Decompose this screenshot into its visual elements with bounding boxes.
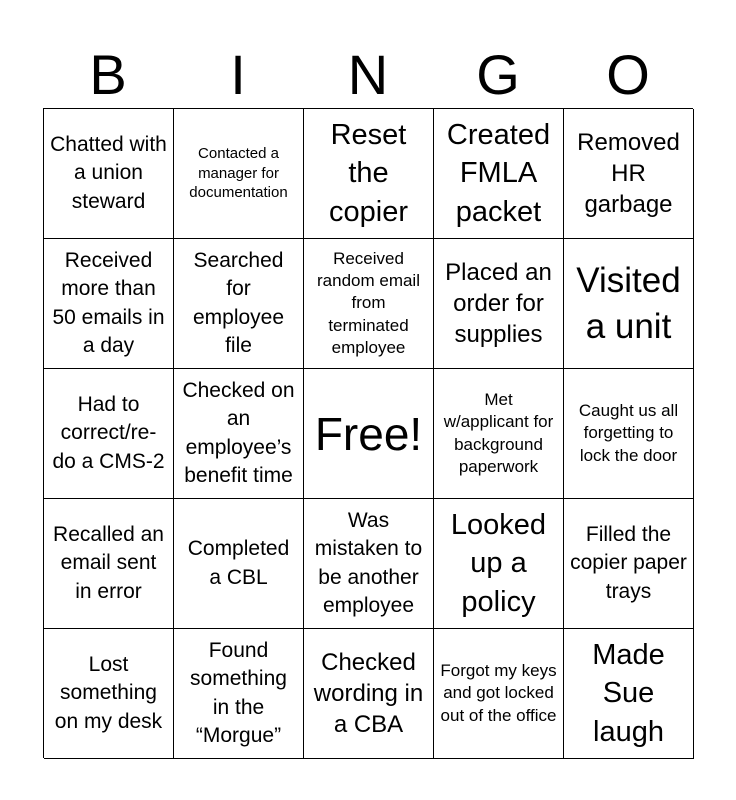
bingo-cell[interactable] xyxy=(44,239,174,369)
bingo-cell[interactable] xyxy=(434,109,564,239)
bingo-cell[interactable] xyxy=(434,239,564,369)
bingo-cell[interactable] xyxy=(174,629,304,759)
bingo-cell[interactable] xyxy=(304,629,434,759)
bingo-cell[interactable] xyxy=(434,629,564,759)
bingo-cell[interactable] xyxy=(434,369,564,499)
bingo-cell[interactable] xyxy=(304,109,434,239)
bingo-cell-text: Removed HR garbage xyxy=(577,128,680,219)
bingo-cell-text: Created FMLA packet xyxy=(446,118,551,228)
header-letter-b: B xyxy=(89,43,127,106)
bingo-cell[interactable] xyxy=(564,369,694,499)
bingo-cell-text: Made Sue laugh xyxy=(592,638,665,748)
bingo-cell[interactable] xyxy=(44,629,174,759)
bingo-cell[interactable] xyxy=(174,369,304,499)
bingo-cell[interactable] xyxy=(434,499,564,629)
bingo-cell-text: Caught us all forgetting to lock the door xyxy=(578,401,679,465)
bingo-cell-text: Completed a CBL xyxy=(187,537,290,589)
bingo-cell[interactable] xyxy=(564,109,694,239)
bingo-cell-text: Received more than 50 emails in a day xyxy=(52,248,165,357)
bingo-cell-text: Recalled an email sent in error xyxy=(53,522,164,603)
bingo-cell[interactable] xyxy=(174,499,304,629)
bingo-cell[interactable] xyxy=(174,239,304,369)
bingo-cell-text: Was mistaken to be another employee xyxy=(314,508,423,617)
bingo-cell-text: Met w/applicant for background paperwork xyxy=(443,390,554,476)
bingo-cell-text: Received random email from terminated employee xyxy=(317,249,420,357)
bingo-cell-text: Reset the copier xyxy=(329,118,408,228)
bingo-cell[interactable] xyxy=(304,239,434,369)
free-space-text: Free! xyxy=(314,407,423,460)
header-letter-i: I xyxy=(230,43,246,106)
bingo-cell-text: Checked on an employee’s benefit time xyxy=(182,378,295,487)
bingo-cell-text: Lost something on my desk xyxy=(54,652,163,733)
bingo-cell[interactable] xyxy=(304,499,434,629)
header-letter-g: G xyxy=(476,43,520,106)
bingo-cell-text: Looked up a policy xyxy=(450,508,547,618)
bingo-cell[interactable] xyxy=(174,109,304,239)
free-space-cell[interactable] xyxy=(304,369,434,499)
bingo-cell[interactable] xyxy=(564,239,694,369)
bingo-cell-text: Visited a unit xyxy=(576,261,681,346)
bingo-cell-text: Searched for employee file xyxy=(192,248,285,357)
header-letter-n: N xyxy=(347,43,389,106)
bingo-cell-text: Contacted a manager for documentation xyxy=(189,145,288,202)
bingo-cell-text: Forgot my keys and got locked out of the office xyxy=(440,661,557,725)
bingo-cell-text: Had to correct/re-do a CMS-2 xyxy=(52,392,165,473)
bingo-cell[interactable] xyxy=(564,629,694,759)
bingo-cell-text: Placed an order for supplies xyxy=(445,258,552,349)
bingo-cell[interactable] xyxy=(564,499,694,629)
bingo-cell[interactable] xyxy=(44,499,174,629)
header-letter-o: O xyxy=(606,43,650,106)
bingo-cell[interactable] xyxy=(44,109,174,239)
bingo-cell-text: Found something in the “Morgue” xyxy=(190,638,287,747)
bingo-cell-text: Checked wording in a CBA xyxy=(313,648,424,739)
bingo-cell-text: Filled the copier paper trays xyxy=(570,522,687,603)
bingo-board xyxy=(43,108,693,758)
bingo-header xyxy=(43,42,693,108)
bingo-cell[interactable] xyxy=(44,369,174,499)
bingo-cell-text: Chatted with a union steward xyxy=(50,132,167,213)
